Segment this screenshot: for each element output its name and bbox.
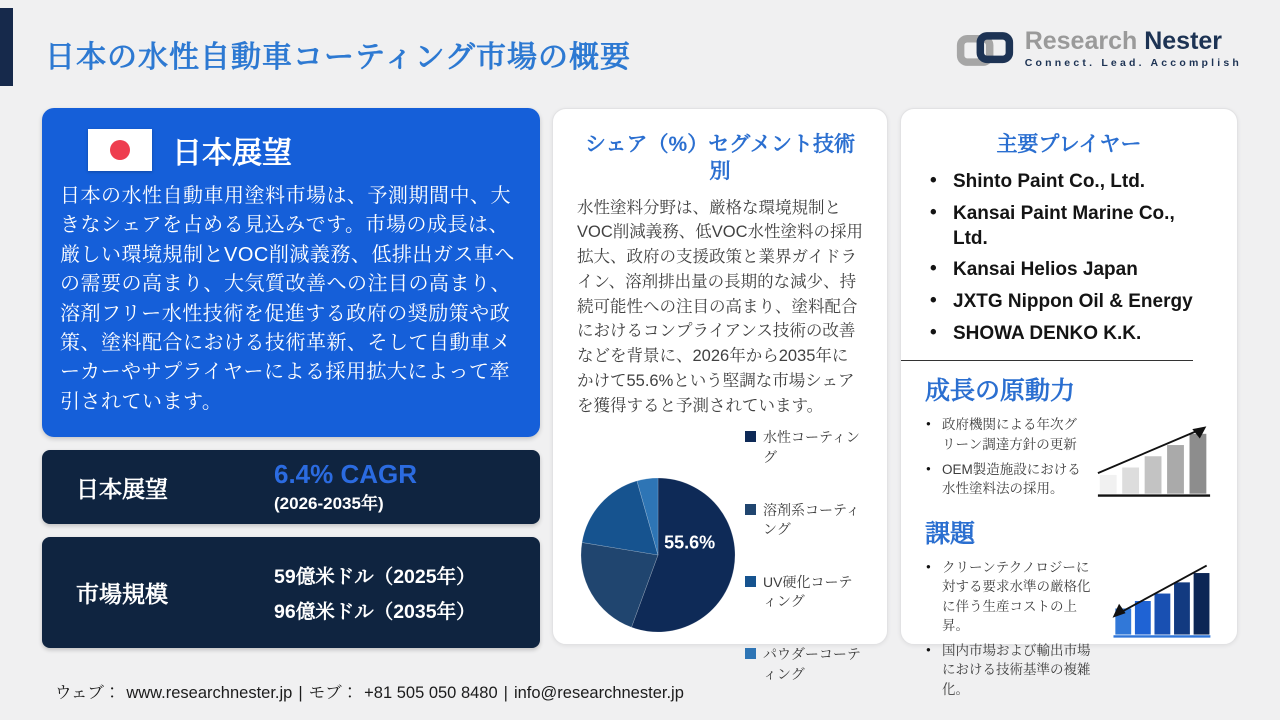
footer-email: info@researchnester.jp [513, 684, 684, 702]
pie-legend [745, 426, 863, 684]
growth-bullet: ● 政府機関による年次グリーン調達方針の更新 [925, 415, 1087, 454]
legend-swatch [745, 504, 756, 515]
share-title: シェア（%）セグメント技術別 [584, 133, 856, 184]
legend-label: 溶剤系コーティング [763, 501, 860, 538]
challenge-bullet: ● クリーンテクノロジーに対する要求水準の厳格化に伴う生産コストの上昇。 [925, 558, 1101, 636]
logo-word-research: Research [1024, 26, 1138, 55]
legend-label: UV硬化コーティング [763, 573, 853, 610]
challenges-bullets [925, 558, 1101, 705]
share-segment-card [552, 108, 888, 682]
logo-text [1025, 28, 1242, 70]
player-item: • Shinto Paint Co., Ltd. [925, 170, 1213, 195]
cagr-card [42, 450, 540, 524]
market-size-2025: 59億米ドル（2025年） [274, 566, 476, 588]
logo-brand [1025, 28, 1242, 56]
player-item: • SHOWA DENKO K.K. [925, 322, 1213, 347]
share-body: 水性塗料分野は、厳格な環境規制とVOC削減義務、低VOC水性塗料の採用拡大、政府の支援政策と業界ガイドライン、溶剤排出量の長期的な減少、持続可能性への注目の高まり、塗料配合におけるコンプライアンス技術の改善などを背景に、2026年から2035年にかけて55.6%という堅調な市場シェアを獲得すると予測されています。 [577, 198, 864, 415]
header [45, 18, 1242, 76]
legend-item [745, 428, 863, 467]
challenges-chart-icon [1109, 560, 1213, 642]
footer-separator-1: | [298, 684, 303, 702]
logo-tagline: Connect. Lead. Accomplish [1024, 57, 1242, 70]
pie-svg [579, 476, 737, 634]
legend-label: 水性コーティング [763, 429, 860, 465]
outlook-body: 日本の水性自動車用塗料市場は、予測期間中、大きなシェアを占める見込みです。市場の成長は、厳しい環境規制とVOC削減義務、低排出ガス車への需要の高まり、大気質改善への注目の高まり、溶剤フリー水性技術を促進する政府の奨励策や政策、塗料配合における技術革新、そして自動車メーカーやサプライヤーによる採用拡大によって牽引されています。 [60, 185, 515, 413]
key-players-card [900, 108, 1238, 698]
legend-item [745, 573, 863, 612]
legend-item [745, 645, 863, 684]
footer [55, 679, 690, 703]
player-item: • Kansai Paint Marine Co., Ltd. [925, 202, 1213, 251]
growth-bullet: ● OEM製造施設における水性塗料法の採用。 [925, 460, 1087, 499]
market-size-card [42, 537, 540, 648]
outlook-title: 日本展望 [172, 137, 292, 170]
chain-links-icon [955, 26, 1015, 72]
outlook-heading-row [88, 128, 522, 172]
cagr-values [274, 460, 506, 514]
japan-outlook-card [42, 108, 540, 437]
challenge-bullet: ● 国内市場および輸出市場における技術基準の複雑化。 [925, 641, 1101, 700]
challenges-title: 課題 [925, 519, 976, 548]
challenges-row [925, 558, 1213, 705]
page-title: 日本の水性自動車コーティング市場の概要 [45, 41, 631, 74]
footer-phone: +81 505 050 8480 [364, 684, 498, 702]
footer-separator-2: | [503, 684, 508, 702]
section-divider [901, 360, 1193, 361]
japan-flag-icon [88, 129, 152, 171]
market-size-label: 市場規模 [76, 581, 168, 607]
cagr-card-label: 日本展望 [76, 475, 168, 502]
growth-drivers-section [925, 371, 1213, 503]
players-title: 主要プレイヤー [996, 133, 1142, 156]
growth-chart-icon [1095, 417, 1213, 503]
market-size-2035: 96億米ドル（2035年） [274, 601, 476, 623]
footer-website: www.researchnester.jp [126, 684, 293, 702]
challenges-section [925, 514, 1213, 705]
legend-swatch [745, 648, 756, 659]
cagr-value: 6.4% CAGR [274, 459, 418, 490]
footer-web-label: ウェブ： [55, 684, 121, 702]
flag-sun-circle [110, 140, 130, 160]
growth-title: 成長の原動力 [925, 377, 1076, 406]
player-item: • Kansai Helios Japan [925, 258, 1213, 283]
header-accent-bar [0, 8, 13, 86]
pie-data-label: 55.6% [664, 532, 716, 553]
legend-swatch [745, 576, 756, 587]
legend-swatch [745, 431, 756, 442]
pie-chart-area [577, 426, 863, 684]
research-nester-logo [955, 26, 1242, 72]
footer-mobile-label: モブ： [308, 684, 359, 702]
left-column [42, 108, 540, 648]
legend-item [745, 501, 863, 540]
growth-row [925, 415, 1213, 503]
market-size-values [274, 554, 506, 631]
legend-label: パウダーコーティング [763, 645, 861, 682]
cagr-period: (2026-2035年) [274, 493, 384, 513]
pie-chart [579, 476, 737, 634]
logo-word-nester: Nester [1144, 26, 1223, 55]
player-item: • JXTG Nippon Oil & Energy [925, 290, 1213, 315]
players-list [925, 170, 1213, 346]
growth-bullets [925, 415, 1087, 503]
